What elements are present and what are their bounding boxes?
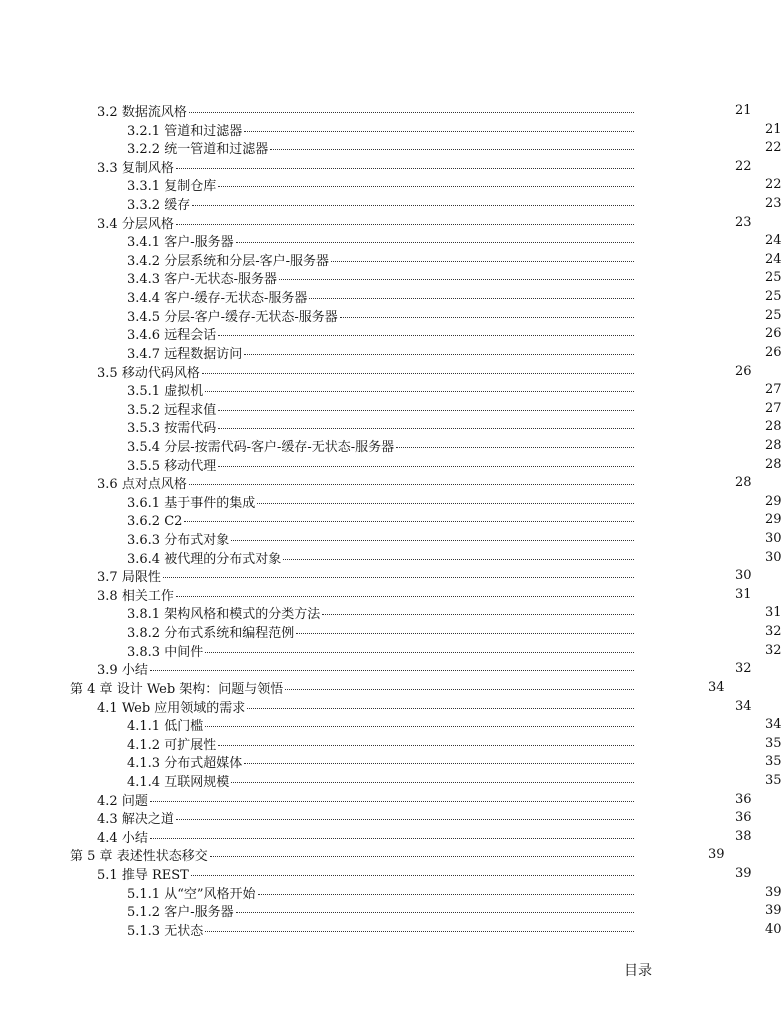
toc-leader-dots [244,750,634,764]
toc-entry-page-number: 35 [765,772,782,788]
toc-entry-title: 架构风格和模式的分类方法 [164,607,321,623]
toc-entry-page-number: 23 [735,214,752,230]
toc-leader-dots [205,378,634,392]
toc-entry-number: 3.7 [97,570,118,586]
toc-entry-number: 3.2.1 [127,123,161,139]
toc-entry-number: 3.3.2 [127,198,161,214]
toc-entry-title: 无状态 [164,923,204,939]
toc-entry-number: 4.1.1 [127,719,161,735]
toc-entry-page-number: 28 [765,456,782,472]
toc-entry-number: 3.6 [97,477,118,493]
toc-leader-dots [192,192,634,206]
toc-entry-title: 远程求值 [164,402,217,418]
toc-entry-page-number: 32 [765,624,782,640]
toc-leader-dots [189,99,634,113]
toc-leader-dots [218,732,634,746]
toc-entry-title: 复制仓库 [164,179,217,195]
toc-entry-title: 中间件 [164,644,204,660]
toc-entry-number: 3.3.1 [127,179,161,195]
toc-entry-number: 3.5 [97,365,118,381]
toc-leader-dots [184,508,634,522]
toc-entry-page-number: 22 [765,140,782,156]
toc-entry-title: 客户-无状态-服务器 [164,272,278,288]
toc-entry-title: 分布式系统和编程范例 [164,626,295,642]
toc-entry-page-number: 38 [735,828,752,844]
toc-entry-number: 4.1.2 [127,737,161,753]
toc-entry-page-number: 25 [765,270,782,286]
toc-leader-dots [176,806,634,820]
toc-entry-number: 3.6.3 [127,533,161,549]
toc-entry-number: 3.8.1 [127,607,161,623]
toc-entry-number: 5.1.2 [127,905,161,921]
toc-entry-number: 4.1.3 [127,756,161,772]
toc-entry-title: 小结 [121,830,148,846]
toc-entry-page-number: 22 [765,177,782,193]
toc-entry-page-number: 29 [765,512,782,528]
toc-leader-dots [236,229,634,243]
toc-entry-number: 3.5.3 [127,421,161,437]
toc-entry-page-number: 31 [765,605,782,621]
toc-entry-number: 3.8.3 [127,644,161,660]
toc-entry-number: 3.4.6 [127,328,161,344]
toc-entry-page-number: 29 [765,493,782,509]
toc-entry-page-number: 35 [765,735,782,751]
toc-entry-page-number: 30 [735,568,752,584]
toc-entry-number: 3.6.4 [127,551,161,567]
toc-entry-number: 3.5.4 [127,439,161,455]
toc-entry-page-number: 26 [765,344,782,360]
toc-leader-dots [231,769,634,783]
toc-entry-number: 4.2 [97,793,118,809]
toc-leader-dots [231,527,634,541]
toc-entry-title: 分层-按需代码-客户-缓存-无状态-服务器 [164,439,395,455]
toc-entry-title: 客户-服务器 [164,905,234,921]
toc-entry-page-number: 26 [765,326,782,342]
toc-entry-page-number: 31 [735,586,752,602]
toc-entry-title: 局限性 [121,570,161,586]
toc-entry-page-number: 30 [765,531,782,547]
footer-section-label: 目录 [624,963,652,979]
toc-entry-page-number: 39 [708,847,725,863]
toc-entry-title: 问题 [121,793,148,809]
toc-leader-dots [331,248,634,262]
toc-entry-number: 3.2.2 [127,142,161,158]
toc-leader-dots [191,862,634,876]
toc-leader-dots [285,676,634,690]
toc-entry-title: 分层风格 [121,216,174,232]
toc-entry-title: 虚拟机 [164,384,204,400]
toc-entry-page-number: 25 [765,307,782,323]
toc-entry-number: 3.4.2 [127,253,161,269]
toc-entry-title: 数据流风格 [121,105,187,120]
toc-leader-dots [218,173,634,187]
toc-entry-page-number: 39 [735,865,752,881]
toc-leader-dots [218,453,634,467]
toc-entry-page-number: 27 [765,400,782,416]
toc-leader-dots [322,601,634,615]
toc-leader-dots [236,899,634,913]
toc-entry-page-number: 36 [735,810,752,826]
toc-leader-dots [396,434,634,448]
toc-entry-title: 可扩展性 [164,737,217,753]
toc-entry-number: 4.4 [97,830,118,846]
toc-entry-number: 4.1.4 [127,774,161,790]
toc-leader-dots [210,843,634,857]
toc-entry-page-number: 27 [765,382,782,398]
toc-leader-dots [247,695,634,709]
toc-entry-number: 3.4.3 [127,272,161,288]
toc-entry-title: 按需代码 [164,421,217,437]
toc-entry-page-number: 34 [765,717,782,733]
toc-entry-number: 3.8.2 [127,626,161,642]
toc-leader-dots [258,881,634,895]
toc-entry-page-number: 39 [765,903,782,919]
toc-leader-dots [189,471,634,485]
toc-entry-title: 移动代理 [164,458,217,474]
toc-entry-title: 点对点风格 [121,477,187,493]
toc-entry-number: 4.3 [97,812,118,828]
toc-entry-number: 3.2 [97,105,118,120]
toc-entry-page-number: 25 [765,289,782,305]
toc-leader-dots [340,304,634,318]
toc-entry-number: 3.9 [97,663,118,679]
toc-entry-title: 统一管道和过滤器 [164,142,269,158]
toc-entry-title: 解决之道 [121,812,174,828]
toc-entry-title: 管道和过滤器 [164,123,243,139]
toc-entry-page-number: 24 [765,251,782,267]
toc-entry-number: 3.4.1 [127,235,161,251]
toc-entry-number: 5.1.3 [127,923,161,939]
toc-entry-title: 小结 [121,663,148,679]
toc-entry-page-number: 36 [735,791,752,807]
toc-entry-title: 复制风格 [121,160,174,176]
toc-entry-number: 3.4.4 [127,291,161,307]
toc-entry-page-number: 22 [735,158,752,174]
toc-entry-page-number: 30 [765,549,782,565]
toc-entry-title: 互联网规模 [164,774,230,790]
toc-entry-title: 移动代码风格 [121,365,200,381]
toc-leader-dots [257,490,634,504]
table-of-contents [0,102,782,939]
toc-leader-dots [279,266,634,280]
toc-entry-page-number: 23 [765,196,782,212]
toc-entry-number: 3.5.1 [127,384,161,400]
toc-entry-number: 3.3 [97,160,118,176]
toc-entry[interactable] [127,921,782,940]
toc-entry-page-number: 34 [708,679,725,695]
toc-leader-dots [150,825,634,839]
toc-leader-dots [205,639,634,653]
toc-leader-dots [163,564,634,578]
toc-entry-page-number: 26 [735,363,752,379]
toc-leader-dots [176,211,634,225]
toc-leader-dots [270,136,634,150]
toc-leader-dots [218,415,634,429]
toc-entry-page-number: 28 [765,419,782,435]
toc-entry-title: 低门槛 [164,719,204,735]
toc-entry-number: 5.1 [97,867,118,883]
toc-leader-dots [176,155,634,169]
toc-entry-title: 基于事件的集成 [164,495,256,511]
toc-entry-page-number: 21 [735,103,752,118]
toc-entry-title: 被代理的分布式对象 [164,551,282,567]
toc-entry-title: 客户-缓存-无状态-服务器 [164,291,308,307]
toc-leader-dots [176,583,634,597]
toc-entry-title: 表述性状态移交 [116,849,208,865]
toc-entry-number: 第 5 章 [70,849,113,865]
toc-entry-title: 远程数据访问 [164,346,243,362]
toc-leader-dots [150,657,634,671]
toc-entry-title: 相关工作 [121,588,174,604]
toc-entry-page-number: 21 [765,121,782,137]
toc-leader-dots [244,118,634,132]
toc-entry-number: 3.4 [97,216,118,232]
toc-entry-page-number: 39 [765,884,782,900]
toc-entry-page-number: 32 [735,661,752,677]
toc-entry-number: 3.6.2 [127,514,161,530]
toc-leader-dots [296,620,634,634]
toc-leader-dots [244,341,634,355]
toc-entry-number: 3.8 [97,588,118,604]
toc-entry-title: 客户-服务器 [164,235,234,251]
toc-leader-dots [218,397,634,411]
toc-entry-title: Web 应用领域的需求 [121,700,246,716]
toc-leader-dots [205,918,634,932]
toc-entry-number: 3.4.7 [127,346,161,362]
toc-entry-title: 分层系统和分层-客户-服务器 [164,253,330,269]
toc-entry-number: 3.4.5 [127,309,161,325]
toc-entry-number: 5.1.1 [127,886,161,902]
toc-entry-title: 设计 Web 架构：问题与领悟 [116,681,284,697]
toc-entry-title: 缓存 [164,198,191,214]
toc-leader-dots [150,788,634,802]
toc-entry-title: 推导 REST [121,867,189,883]
toc-entry-number: 第 4 章 [70,681,113,697]
toc-entry-title: C2 [164,514,183,530]
toc-entry-page-number: 24 [765,233,782,249]
toc-leader-dots [218,322,634,336]
toc-leader-dots [309,285,634,299]
toc-entry-number: 4.1 [97,700,118,716]
toc-entry-number: 3.6.1 [127,495,161,511]
toc-entry-number: 3.5.2 [127,402,161,418]
toc-entry-title: 远程会话 [164,328,217,344]
toc-entry-page-number: 28 [765,437,782,453]
toc-entry-number: 3.5.5 [127,458,161,474]
toc-entry-title: 分布式超媒体 [164,756,243,772]
toc-entry-title: 分层-客户-缓存-无状态-服务器 [164,309,338,325]
toc-entry-page-number: 35 [765,754,782,770]
toc-leader-dots [283,546,634,560]
toc-entry-page-number: 34 [735,698,752,714]
toc-entry-title: 从“空”风格开始 [164,886,256,902]
toc-entry-page-number: 32 [765,642,782,658]
toc-leader-dots [205,713,634,727]
toc-leader-dots [202,360,634,374]
toc-entry-page-number: 40 [765,921,782,937]
toc-entry-title: 分布式对象 [164,533,230,549]
toc-entry-page-number: 28 [735,475,752,491]
